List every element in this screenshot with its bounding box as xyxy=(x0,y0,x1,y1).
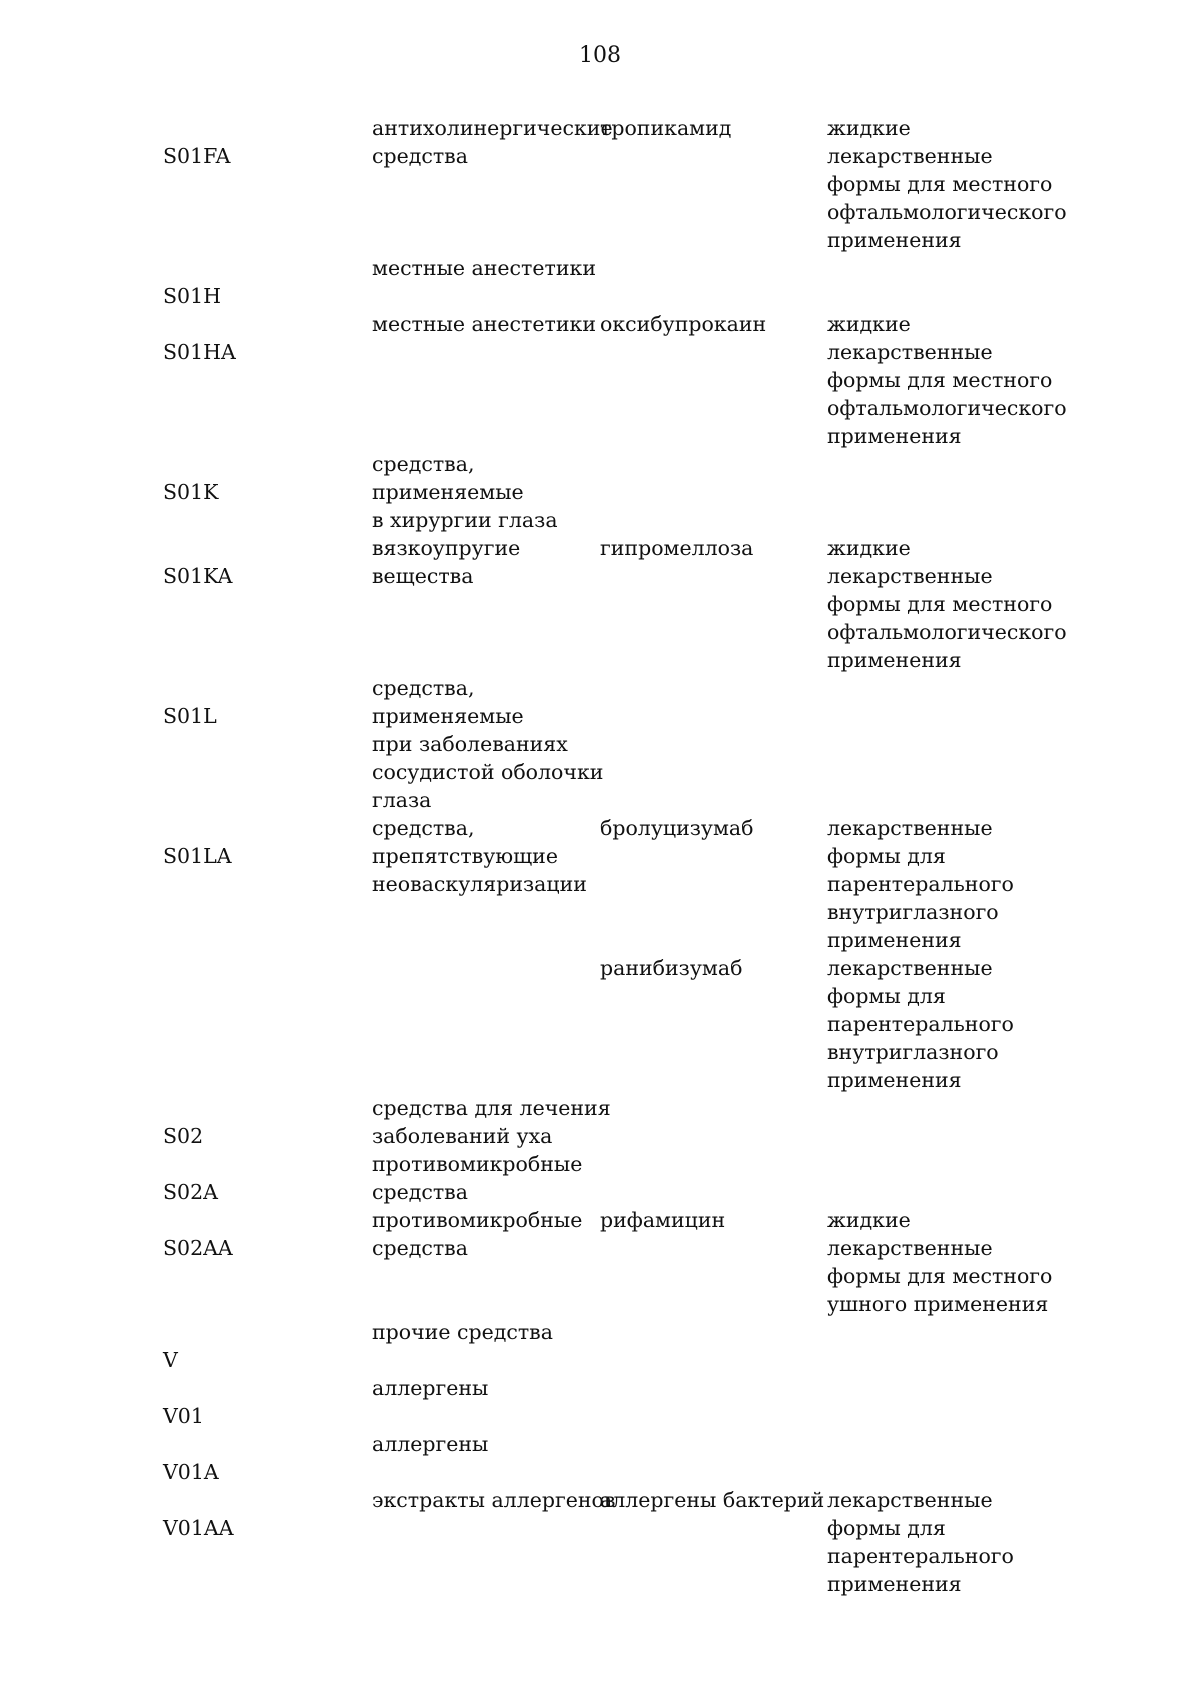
page-number: 108 xyxy=(579,43,621,68)
group-name-line: применяемые xyxy=(372,480,524,504)
group-name-line: противомикробные xyxy=(372,1208,583,1232)
dosage-form-line: офтальмологического xyxy=(827,396,1067,420)
group-name-line: применяемые xyxy=(372,704,524,728)
dosage-form-line: применения xyxy=(827,228,962,252)
group-name-line: местные анестетики xyxy=(372,312,596,336)
dosage-form-line: применения xyxy=(827,648,962,672)
dosage-form-line: формы для xyxy=(827,984,946,1008)
dosage-form-line: применения xyxy=(827,928,962,952)
atc-code: S01L xyxy=(163,704,217,728)
dosage-form-line: офтальмологического xyxy=(827,200,1067,224)
dosage-form-line: внутриглазного xyxy=(827,900,999,924)
atc-code: S01LA xyxy=(163,844,232,868)
group-name-line: неоваскуляризации xyxy=(372,872,587,896)
group-name-line: прочие средства xyxy=(372,1320,553,1344)
dosage-form-line: офтальмологического xyxy=(827,620,1067,644)
atc-code: S01K xyxy=(163,480,219,504)
dosage-form-line: парентерального xyxy=(827,1544,1014,1568)
group-name-line: антихолинергические xyxy=(372,116,613,140)
dosage-form-line: жидкие xyxy=(827,312,911,336)
dosage-form-line: жидкие xyxy=(827,1208,911,1232)
atc-code: S01KA xyxy=(163,564,233,588)
atc-code: S02 xyxy=(163,1124,204,1148)
group-name-line: средства, xyxy=(372,816,475,840)
group-name-line: средства, xyxy=(372,452,475,476)
group-name-line: вещества xyxy=(372,564,474,588)
dosage-form-line: формы для местного xyxy=(827,592,1053,616)
dosage-form-line: формы для местного xyxy=(827,172,1053,196)
atc-code: V01 xyxy=(163,1404,204,1428)
drug-name: рифамицин xyxy=(600,1208,726,1232)
group-name-line: глаза xyxy=(372,788,432,812)
dosage-form-line: внутриглазного xyxy=(827,1040,999,1064)
atc-code: V01AA xyxy=(163,1516,234,1540)
atc-code: V01A xyxy=(163,1460,219,1484)
drug-name: оксибупрокаин xyxy=(600,312,767,336)
atc-code: S01H xyxy=(163,284,222,308)
dosage-form-line: формы для xyxy=(827,1516,946,1540)
group-name-line: в хирургии глаза xyxy=(372,508,558,532)
dosage-form-line: лекарственные xyxy=(827,1236,993,1260)
dosage-form-line: ушного применения xyxy=(827,1292,1049,1316)
drug-name: тропикамид xyxy=(600,116,732,140)
dosage-form-line: жидкие xyxy=(827,536,911,560)
dosage-form-line: лекарственные xyxy=(827,956,993,980)
group-name-line: заболеваний уха xyxy=(372,1124,553,1148)
drug-name: ранибизумаб xyxy=(600,956,743,980)
group-name-line: средства, xyxy=(372,676,475,700)
group-name-line: сосудистой оболочки xyxy=(372,760,604,784)
group-name-line: местные анестетики xyxy=(372,256,596,280)
dosage-form-line: формы для местного xyxy=(827,1264,1053,1288)
group-name-line: противомикробные xyxy=(372,1152,583,1176)
dosage-form-line: применения xyxy=(827,1068,962,1092)
dosage-form-line: применения xyxy=(827,424,962,448)
drug-name: бролуцизумаб xyxy=(600,816,754,840)
dosage-form-line: парентерального xyxy=(827,872,1014,896)
dosage-form-line: лекарственные xyxy=(827,144,993,168)
group-name-line: средства xyxy=(372,144,468,168)
group-name-line: аллергены xyxy=(372,1376,489,1400)
group-name-line: средства xyxy=(372,1236,468,1260)
group-name-line: препятствующие xyxy=(372,844,558,868)
dosage-form-line: применения xyxy=(827,1572,962,1596)
dosage-form-line: лекарственные xyxy=(827,1488,993,1512)
group-name-line: вязкоупругие xyxy=(372,536,521,560)
atc-code: S02AA xyxy=(163,1236,233,1260)
drug-name: гипромеллоза xyxy=(600,536,754,560)
dosage-form-line: лекарственные xyxy=(827,564,993,588)
group-name-line: аллергены xyxy=(372,1432,489,1456)
dosage-form-line: формы для местного xyxy=(827,368,1053,392)
atc-code: S01HA xyxy=(163,340,236,364)
atc-code: S02A xyxy=(163,1180,218,1204)
drug-name: аллергены бактерий xyxy=(600,1488,825,1512)
dosage-form-line: парентерального xyxy=(827,1012,1014,1036)
group-name-line: при заболеваниях xyxy=(372,732,568,756)
dosage-form-line: жидкие xyxy=(827,116,911,140)
dosage-form-line: лекарственные xyxy=(827,340,993,364)
group-name-line: средства xyxy=(372,1180,468,1204)
atc-code: S01FA xyxy=(163,144,231,168)
atc-code: V xyxy=(163,1348,178,1372)
group-name-line: экстракты аллергенов xyxy=(372,1488,616,1512)
group-name-line: средства для лечения xyxy=(372,1096,611,1120)
dosage-form-line: формы для xyxy=(827,844,946,868)
dosage-form-line: лекарственные xyxy=(827,816,993,840)
